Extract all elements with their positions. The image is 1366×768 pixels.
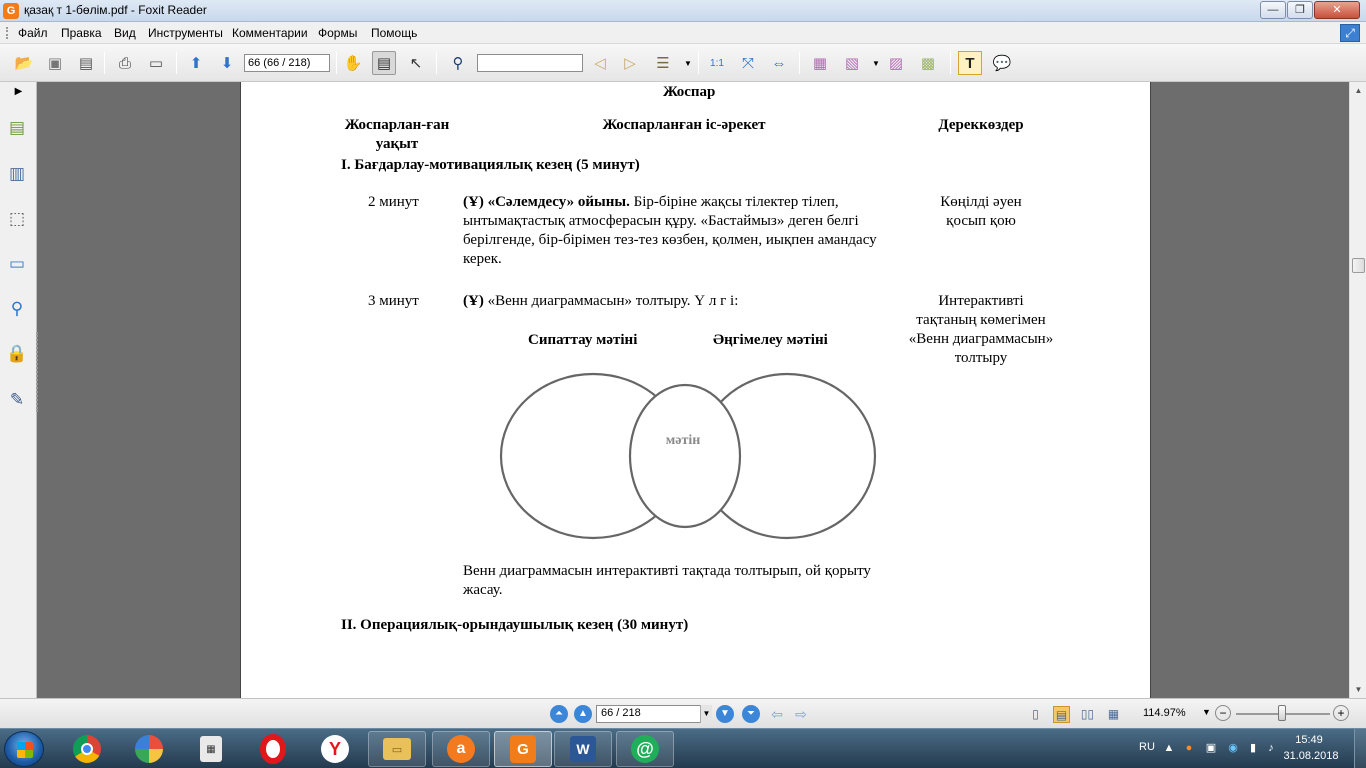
row1-action [463, 193, 903, 269]
pages-icon[interactable]: ▤ [8, 118, 26, 137]
note-comment-icon[interactable]: 💬 [992, 55, 1012, 72]
comments-icon[interactable]: ▭ [8, 254, 26, 273]
column-header-time: Жоспарлан-ған уақыт [344, 117, 450, 152]
clock-time[interactable]: 15:49 [1295, 734, 1323, 746]
network-tray-icon[interactable]: ◉ [1228, 742, 1238, 754]
taskbar-yandex[interactable] [306, 731, 364, 767]
toolbar-separator [698, 52, 699, 74]
avast-icon: a [447, 735, 475, 763]
row1-action-text: Бір-біріне жақсы тілектер тілеп, ынтымақтастық атмосферасын құру. «Бастаймыз» деген белгі берілгенде, бір-бірімен тез-тез көзбен, қолмен, иықпен амандасу керек. [463, 194, 877, 267]
facing-view-icon[interactable]: ▯▯ [1080, 707, 1095, 721]
attachment-icon[interactable]: ⚲ [10, 299, 24, 318]
taskbar-opera[interactable] [244, 731, 302, 767]
browser-ball-icon [135, 735, 163, 763]
row2-action [463, 292, 903, 311]
title-bar [0, 0, 1366, 22]
chrome-icon [73, 735, 101, 763]
find-previous-icon[interactable]: ◁ [594, 55, 606, 72]
bookmark-icon[interactable]: ⬚ [8, 209, 26, 228]
scan-icon[interactable]: ▭ [148, 55, 164, 72]
create-pdf-icon[interactable]: ▦ [812, 55, 828, 72]
save-icon[interactable]: ▣ [47, 55, 63, 72]
forward-icon[interactable]: ⇨ [795, 706, 807, 722]
toolbar-separator [104, 52, 105, 74]
menu-file[interactable]: Файл [18, 26, 48, 40]
find-next-icon[interactable]: ▷ [624, 55, 636, 72]
scroll-up-icon[interactable]: ▲ [1354, 86, 1363, 95]
row1-action-title: (Ұ) «Сәлемдесу» ойыны. [463, 194, 630, 210]
row2-action-prefix: (Ұ) [463, 293, 484, 309]
previous-page-icon[interactable]: ⬆ [189, 55, 203, 72]
row2-action-text: «Венн диаграммасын» толтыру. Ү л г і: [483, 293, 739, 309]
menu-tools[interactable]: Инструменты [148, 26, 223, 40]
venn-diagram [499, 372, 877, 544]
close-button[interactable]: ✕ [1314, 1, 1360, 19]
chevron-down-icon[interactable]: ▼ [700, 705, 712, 723]
word-icon: W [570, 736, 596, 762]
left-navigation-panel [0, 82, 37, 698]
pdf-tools-icon[interactable]: ▧ [844, 55, 860, 72]
yandex-icon: Y [321, 735, 349, 763]
status-page-field[interactable]: 66 / 218 [596, 705, 712, 723]
zoom-level[interactable]: 114.97% [1143, 707, 1186, 719]
convert-pdf-icon[interactable]: ▨ [888, 55, 904, 72]
select-text-icon[interactable]: ▤ [372, 51, 396, 75]
avast-tray-icon[interactable]: ● [1185, 742, 1193, 754]
taskbar-mail-agent[interactable] [616, 731, 674, 767]
next-page-icon[interactable]: ⬇ [220, 55, 234, 72]
taskbar-word[interactable] [554, 731, 612, 767]
mail-agent-icon: @ [631, 735, 659, 763]
venn-center-label: мәтін [665, 433, 701, 448]
print-icon[interactable]: ⎙ [118, 54, 131, 72]
typewriter-icon[interactable]: T [958, 51, 982, 75]
taskbar-chrome[interactable] [58, 731, 116, 767]
search-input[interactable] [477, 54, 583, 72]
chevron-down-icon[interactable]: ▼ [1202, 707, 1211, 717]
hand-tool-icon[interactable]: ✋ [343, 55, 363, 72]
volume-icon[interactable]: ♪ [1268, 742, 1274, 754]
chevron-down-icon[interactable]: ▼ [684, 58, 692, 68]
opera-icon [260, 734, 286, 764]
row2-source: Интерактивті тақтаның көмегімен «Венн диаграммасын» толтыру [908, 293, 1054, 366]
first-page-icon[interactable]: ⏶ [550, 705, 568, 723]
scroll-down-icon[interactable]: ▼ [1354, 685, 1363, 694]
stage-one-title: I. Бағдарлау-мотивациялық кезең (5 минут) [341, 157, 640, 173]
prev-page-icon[interactable]: ▲ [574, 705, 592, 723]
show-desktop-button[interactable] [1354, 729, 1366, 768]
show-hidden-icons[interactable]: ▲ [1163, 742, 1175, 754]
foxit-icon: G [510, 735, 536, 763]
plan-heading: Жоспар [663, 84, 716, 100]
taskbar-browser[interactable] [120, 731, 178, 767]
keyboard-language[interactable]: RU [1139, 741, 1155, 753]
save-as-icon[interactable]: ▤ [78, 55, 94, 72]
stage-two-title: II. Операциялық-орындаушылық кезең (30 минут) [341, 617, 689, 633]
row1-source: Көңілді әуен қосып қою [940, 194, 1022, 229]
venn-left-label: Сипаттау мәтіні [528, 332, 638, 348]
menu-edit[interactable]: Правка [61, 26, 102, 40]
lock-icon[interactable]: 🔒 [6, 344, 28, 363]
row2-footer: Венн диаграммасын интерактивті тақтада толтырып, ой қорыту жасау. [463, 563, 871, 598]
pdf-page [240, 82, 1151, 698]
single-page-view-icon[interactable]: ▯ [1032, 707, 1039, 721]
window-title: қазақ т 1-бөлім.pdf - Foxit Reader [24, 3, 207, 17]
zoom-out-icon[interactable]: − [1215, 705, 1231, 721]
export-pdf-icon[interactable]: ▩ [920, 55, 936, 72]
expand-panel-icon[interactable]: ▶ [14, 86, 23, 97]
toolbar-separator [950, 52, 951, 74]
taskbar-explorer[interactable] [368, 731, 426, 767]
scroll-thumb[interactable] [1352, 258, 1365, 273]
toolbar-separator [176, 52, 177, 74]
open-folder-icon[interactable]: 📂 [14, 55, 34, 72]
expand-icon[interactable]: ⤢ [1340, 24, 1360, 42]
toolbar-separator [336, 52, 337, 74]
taskbar-avast[interactable] [432, 731, 490, 767]
fit-page-icon[interactable]: ⤧ [741, 54, 754, 72]
vertical-scrollbar[interactable] [1349, 82, 1366, 698]
zoom-slider-thumb[interactable] [1278, 705, 1286, 721]
status-bar [0, 698, 1366, 728]
toolbar [0, 44, 1366, 82]
menu-forms[interactable]: Формы [318, 26, 358, 40]
select-arrow-icon[interactable]: ↖ [409, 55, 423, 72]
foxit-app-icon[interactable]: G [3, 3, 19, 19]
row1-time: 2 минут [368, 194, 419, 210]
calculator-icon: ▦ [200, 736, 222, 762]
start-button[interactable] [4, 731, 44, 767]
row2-time: 3 минут [368, 293, 419, 309]
taskbar-foxit[interactable] [494, 731, 552, 767]
next-page-icon[interactable]: ▼ [716, 705, 734, 723]
menu-grip[interactable] [6, 27, 9, 39]
taskbar-calculator[interactable] [182, 731, 240, 767]
back-icon[interactable]: ⇦ [771, 706, 783, 722]
zoom-in-icon[interactable]: + [1333, 705, 1349, 721]
column-header-action: Жоспарланған іс-әрекет [602, 117, 766, 133]
document-view[interactable] [38, 82, 1349, 698]
folder-icon: ▭ [383, 738, 411, 760]
column-header-sources: Дереккөздер [938, 117, 1024, 133]
continuous-facing-view-icon[interactable]: ▦ [1107, 707, 1120, 721]
taskbar [0, 728, 1366, 768]
menu-comments[interactable]: Комментарии [232, 26, 308, 40]
device-tray-icon[interactable]: ▣ [1205, 742, 1217, 754]
clock-date[interactable]: 31.08.2018 [1283, 750, 1339, 762]
toolbar-separator [799, 52, 800, 74]
venn-center-ellipse [630, 385, 740, 527]
actual-size-icon[interactable]: 1:1 [710, 57, 724, 69]
layers-icon[interactable]: ▥ [8, 164, 26, 183]
minimize-button[interactable]: — [1260, 1, 1286, 19]
signature-icon[interactable]: ✎ [9, 390, 25, 409]
signal-bars-icon[interactable]: ▮ [1249, 742, 1257, 754]
menu-view[interactable]: Вид [114, 26, 136, 40]
maximize-button[interactable]: ❐ [1287, 1, 1313, 19]
venn-right-label: Әңгімелеу мәтіні [713, 332, 828, 348]
fit-width-icon[interactable]: ⇔ [771, 54, 787, 72]
chevron-down-icon[interactable]: ▼ [872, 58, 880, 68]
binoculars-icon[interactable]: ⚲ [452, 55, 464, 72]
page-number-input[interactable] [244, 54, 330, 72]
menu-bar [0, 22, 1366, 44]
menu-help[interactable]: Помощь [371, 26, 418, 40]
continuous-view-icon[interactable]: ▤ [1053, 706, 1070, 723]
last-page-icon[interactable]: ⏷ [742, 705, 760, 723]
toolbar-separator [436, 52, 437, 74]
find-options-icon[interactable]: ☰ [656, 55, 670, 72]
